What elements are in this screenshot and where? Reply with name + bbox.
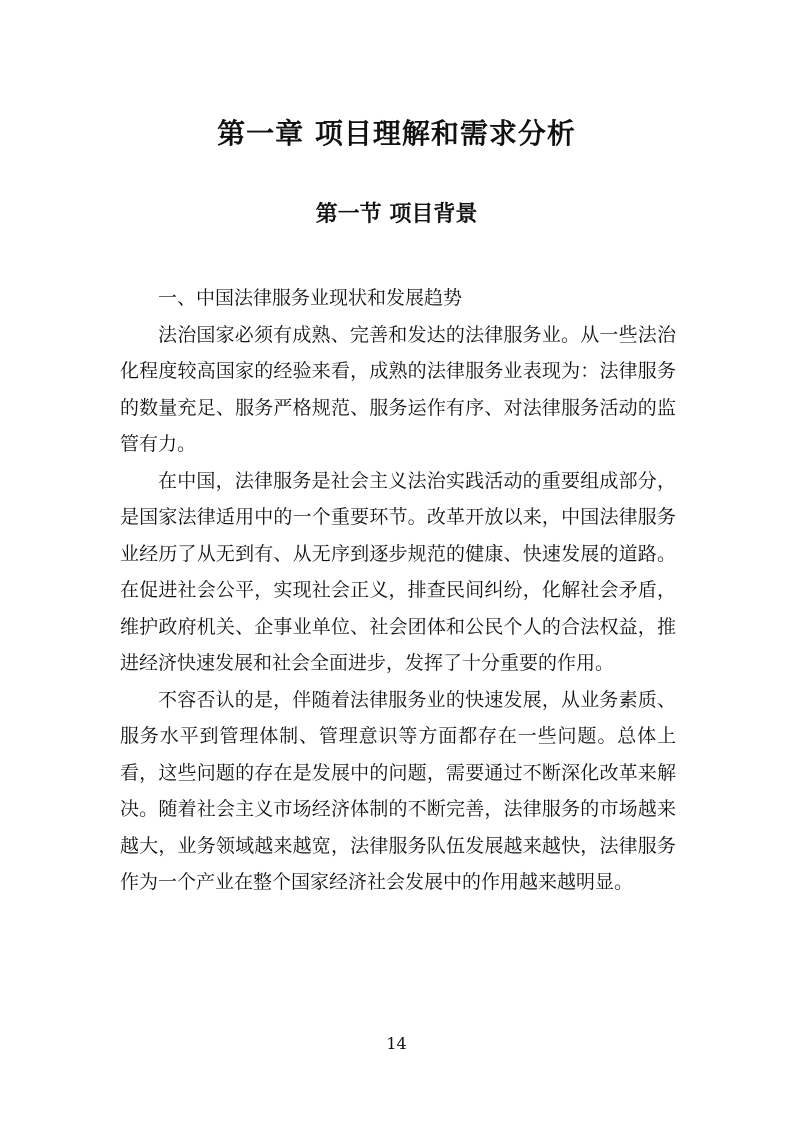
paragraph: 不容否认的是，伴随着法律服务业的快速发展，从业务素质、服务水平到管理体制、管理意识等方面都存在一些问题。总体上看，这些问题的存在是发展中的问题，需要通过不断深化改革来解决。随着社会主义市场经济体制的不断完善，法律服务的市场越来越大，业务领域越来越宽，法律服务队伍发展越来越快，法律服务作为一个产业在整个国家经济社会发展中的作用越来越明显。	[120, 688, 676, 893]
section-title: 第一节 项目背景	[315, 201, 478, 227]
page-number: 14	[386, 1034, 407, 1053]
paragraph: 法治国家必须有成熟、完善和发达的法律服务业。从一些法治化程度较高国家的经验来看，成熟的法律服务业表现为：法律服务的数量充足、服务严格规范、服务运作有序、对法律服务活动的监管有力。	[120, 323, 676, 455]
chapter-title: 第一章 项目理解和需求分析	[217, 117, 576, 150]
paragraph: 在中国，法律服务是社会主义法治实践活动的重要组成部分，是国家法律适用中的一个重要环节。改革开放以来，中国法律服务业经历了从无到有、从无序到逐步规范的健康、快速发展的道路。在促进社会公平，实现社会正义，排查民间纠纷，化解社会矛盾，维护政府机关、企事业单位、社会团体和公民个人的合法权益，推进经济快速发展和社会全面进步，发挥了十分重要的作用。	[120, 469, 676, 674]
body-text	[120, 280, 676, 901]
subheading: 一、中国法律服务业现状和发展趋势	[158, 287, 463, 309]
